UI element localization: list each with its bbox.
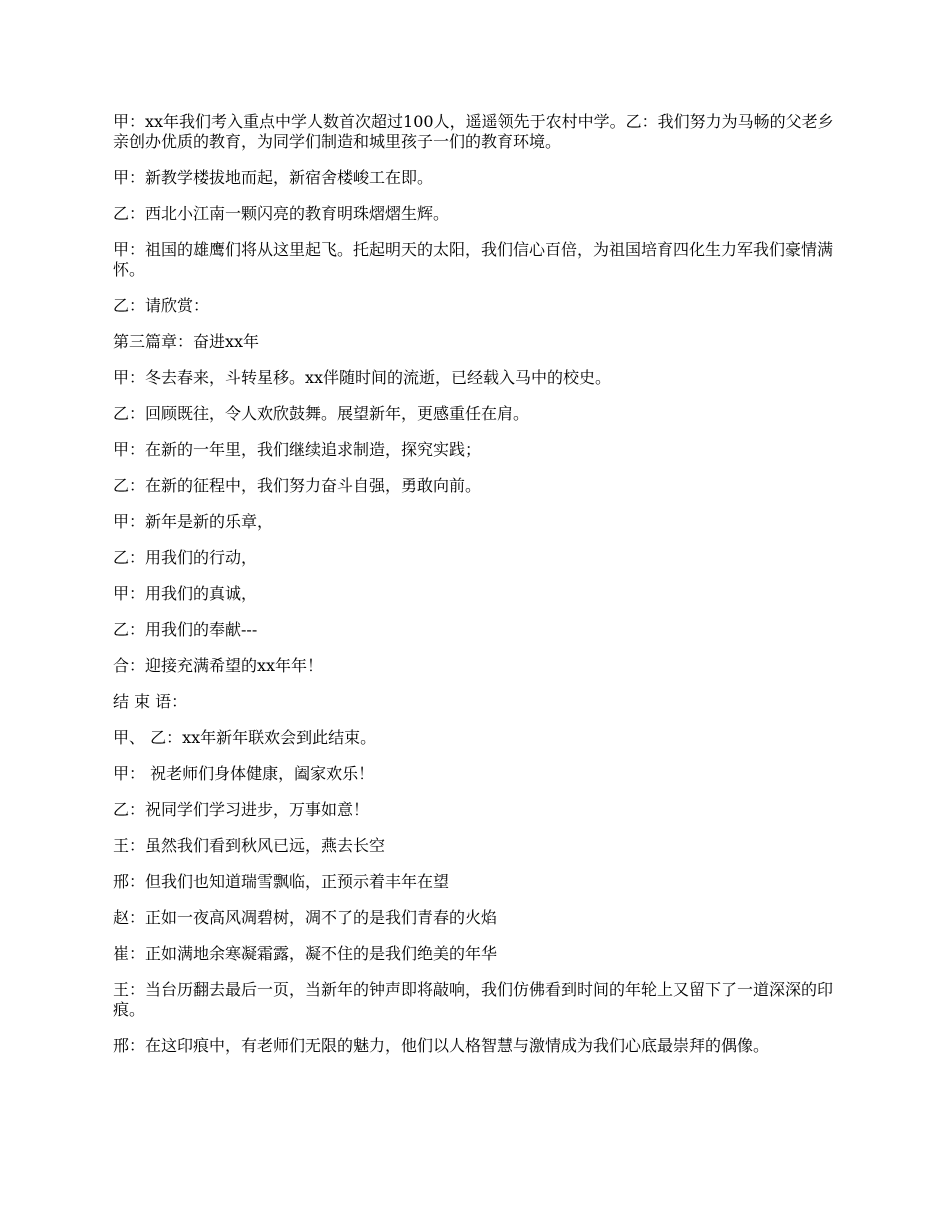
paragraph: 王：虽然我们看到秋风已远，燕去长空 [113,836,386,855]
paragraph: 乙：在新的征程中，我们努力奋斗自强，勇敢向前。 [113,476,482,495]
paragraph: 甲：祖国的雄鹰们将从这里起飞。托起明天的太阳，我们信心百倍，为祖国培育四化生力军我们豪情满怀。 [113,240,834,279]
paragraph: 甲：在新的一年里，我们继续追求制造，探究实践； [113,440,482,459]
paragraph: 乙：西北小江南一颗闪亮的教育明珠熠熠生辉。 [113,204,450,223]
paragraph: 崔：正如满地余寒凝霜露，凝不住的是我们绝美的年华 [113,944,498,963]
paragraph: 甲：xx年我们考入重点中学人数首次超过100人，遥遥领先于农村中学。乙：我们努力为马畅的父老乡亲创办优质的教育，为同学们制造和城里孩子一们的教育环境。 [113,112,834,151]
paragraph: 乙：回顾既往，令人欢欣鼓舞。展望新年，更感重任在肩。 [113,404,530,423]
paragraph: 乙：用我们的行动， [113,548,258,567]
paragraph: 乙：用我们的奉献--- [113,620,258,639]
paragraph: 王：当台历翻去最后一页，当新年的钟声即将敲响，我们仿佛看到时间的年轮上又留下了一道深深的印痕。 [113,980,834,1019]
paragraph: 甲： 祝老师们身体健康，阖家欢乐！ [113,764,375,783]
paragraph: 甲：新教学楼拔地而起，新宿舍楼峻工在即。 [113,168,434,187]
paragraph: 乙：请欣赏： [113,296,210,315]
paragraph: 甲：冬去春来，斗转星移。xx伴随时间的流逝，已经载入马中的校史。 [113,368,612,387]
paragraph: 甲、 乙：xx年新年联欢会到此结束。 [113,728,377,747]
paragraph: 邢：但我们也知道瑞雪飘临，正预示着丰年在望 [113,872,450,891]
document-body [113,112,843,1072]
paragraph: 甲：新年是新的乐章， [113,512,274,531]
paragraph: 乙：祝同学们学习进步，万事如意！ [113,800,370,819]
paragraph: 邢：在这印痕中，有老师们无限的魅力，他们以人格智慧与激情成为我们心底最崇拜的偶像。 [113,1036,770,1055]
section-heading: 结 束 语： [113,692,188,711]
section-heading: 第三篇章：奋进xx年 [113,332,260,351]
paragraph: 甲：用我们的真诚， [113,584,258,603]
paragraph: 赵：正如一夜高风凋碧树，凋不了的是我们青春的火焰 [113,908,498,927]
paragraph: 合：迎接充满希望的xx年年！ [113,656,324,675]
